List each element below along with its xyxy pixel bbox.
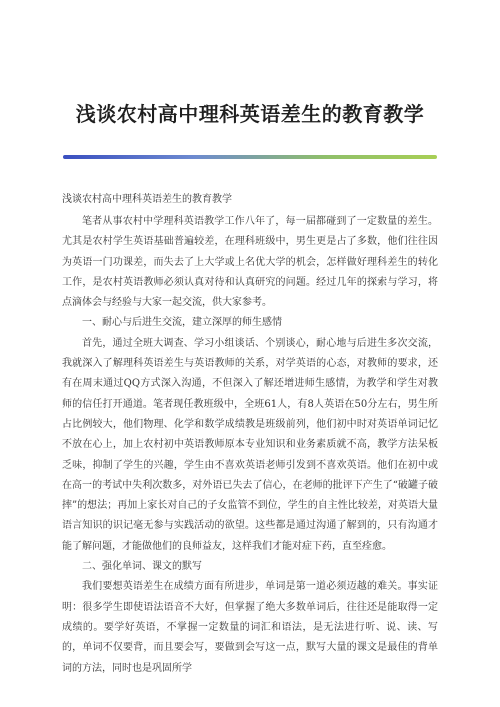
document-body [62, 212, 438, 679]
intro-paragraph: 笔者从事农村中学理科英语教学工作八年了，每一届都碰到了一定数量的差生。尤其是农村学生英语基础普遍较差，在理科班级中，男生更是占了多数，他们往往因为英语一门功课差，而失去了上大学或上名优大学的机会，怎样做好理科差生的转化工作，是农村英语教师必须认真对待和认真研究的问题。经过几年的探索与学习，将点滴体会与经验与大家一起交流，供大家参考。 [62, 216, 438, 309]
section-heading-1: 一、耐心与后进生交流，建立深厚的师生感情 [82, 317, 282, 329]
section-1-paragraph: 首先，通过全班大调查、学习小组谈话、个别谈心，耐心地与后进生多次交流，我就深入了解理科英语差生与英语教师的关系，对学英语的心态，对教师的要求，还有在周末通过QQ方式深入沟通，不但深入了解还增进师生感情，为教学和学生对教师的信任打开通道。笔者现任教班级中，全班61人，有8人英语在50分左右，男生所占比例较大，他们物理、化学和数学成绩教是班级前列，他们初中时对英语单词记忆不放在心上，加上农村初中英语教师原本专业知识和业务素质就不高，教学方法呆板乏味，抑制了学生的兴趣，学生由不喜欢英语老师引发到不喜欢英语。他们在初中或在高一的考试中失利次数多，对外语已失去了信心，在老师的批评下产生了“破罐子破摔”的想法；再加上家长对自己的子女监管不到位，学生的自主性比较差，对英语大量语言知识的识记毫无参与实践活动的欲望。这些都是通过沟通了解到的，只有沟通才能了解问题，才能做他们的良师益友，这样我们才能对症下药，直至痊愈。 [62, 337, 438, 552]
document-subtitle: 浅谈农村高中理科英语差生的教育教学 [62, 194, 232, 205]
document-title: 浅谈农村高中理科英语差生的教育教学 [75, 102, 425, 126]
section-heading-2: 二、强化单词、课文的默写 [82, 561, 202, 573]
title-divider [63, 155, 437, 159]
section-2-paragraph: 我们要想英语差生在成绩方面有所进步，单词是第一道必须迈越的难关。事实证明：很多学生即使语法语音不大好，但掌握了绝大多数单词后，往往还是能取得一定成绩的。要学好英语，不掌握一定数量的词汇和语法，是无法进行听、说、读、写的，单词不仅要背，而且要会写，要做到会写这一点，默写大量的课文是最佳的背单词的方法，同时也是巩固所学 [62, 581, 438, 674]
